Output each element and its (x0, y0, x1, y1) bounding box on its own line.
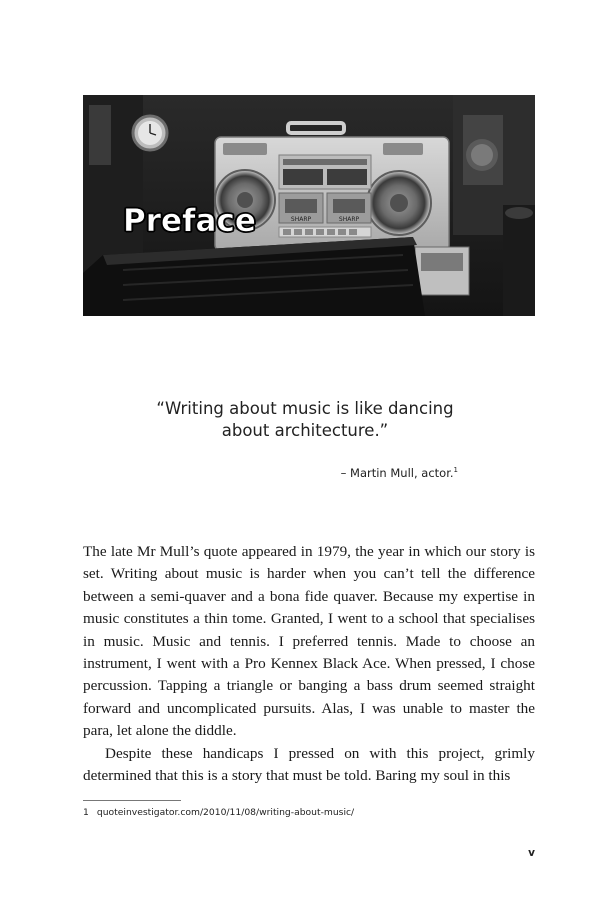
boombox-brand-label-left: SHARP (290, 216, 312, 223)
chapter-title: Preface (123, 203, 256, 239)
footnote-number: 1 (83, 807, 89, 818)
footnote-divider (83, 800, 181, 801)
epigraph-line: “Writing about music is like dancing (156, 399, 454, 418)
footnote-url[interactable]: quoteinvestigator.com/2010/11/08/writing-about-music/ (96, 807, 355, 818)
epigraph-attribution (341, 466, 458, 480)
footnote (83, 807, 354, 818)
attribution-text: – Martin Mull, actor. (340, 466, 454, 480)
body-text (83, 541, 535, 787)
epigraph-quote (130, 398, 480, 442)
boombox-brand-label-right: SHARP (338, 216, 360, 223)
footnote-reference[interactable]: 1 (453, 466, 458, 474)
body-paragraph: The late Mr Mull’s quote appeared in 1979, the year in which our story is set. Writing about music is harder when you can’t tell the difference between a semi-quaver and a bona fide quaver. Because my expertise in music constitutes a thin tome. Granted, I went to a school that specialises in music. Music and tennis. I preferred tennis. Made to choose an instrument, I went with a Pro Kennex Black Ace. When pressed, I chose percussion. Tapping a triangle or banging a bass drum seemed straight forward and uncomplicated pursuits. Alas, I was unable to master the para, let alone the diddle. (83, 543, 535, 740)
epigraph-line: about architecture.” (221, 421, 389, 440)
page-number: v (528, 847, 535, 859)
body-paragraph: Despite these handicaps I pressed on with this project, grimly determined that this is a story that must be told. Baring my soul in this (83, 744, 535, 785)
chapter-photo-boombox (83, 95, 535, 316)
